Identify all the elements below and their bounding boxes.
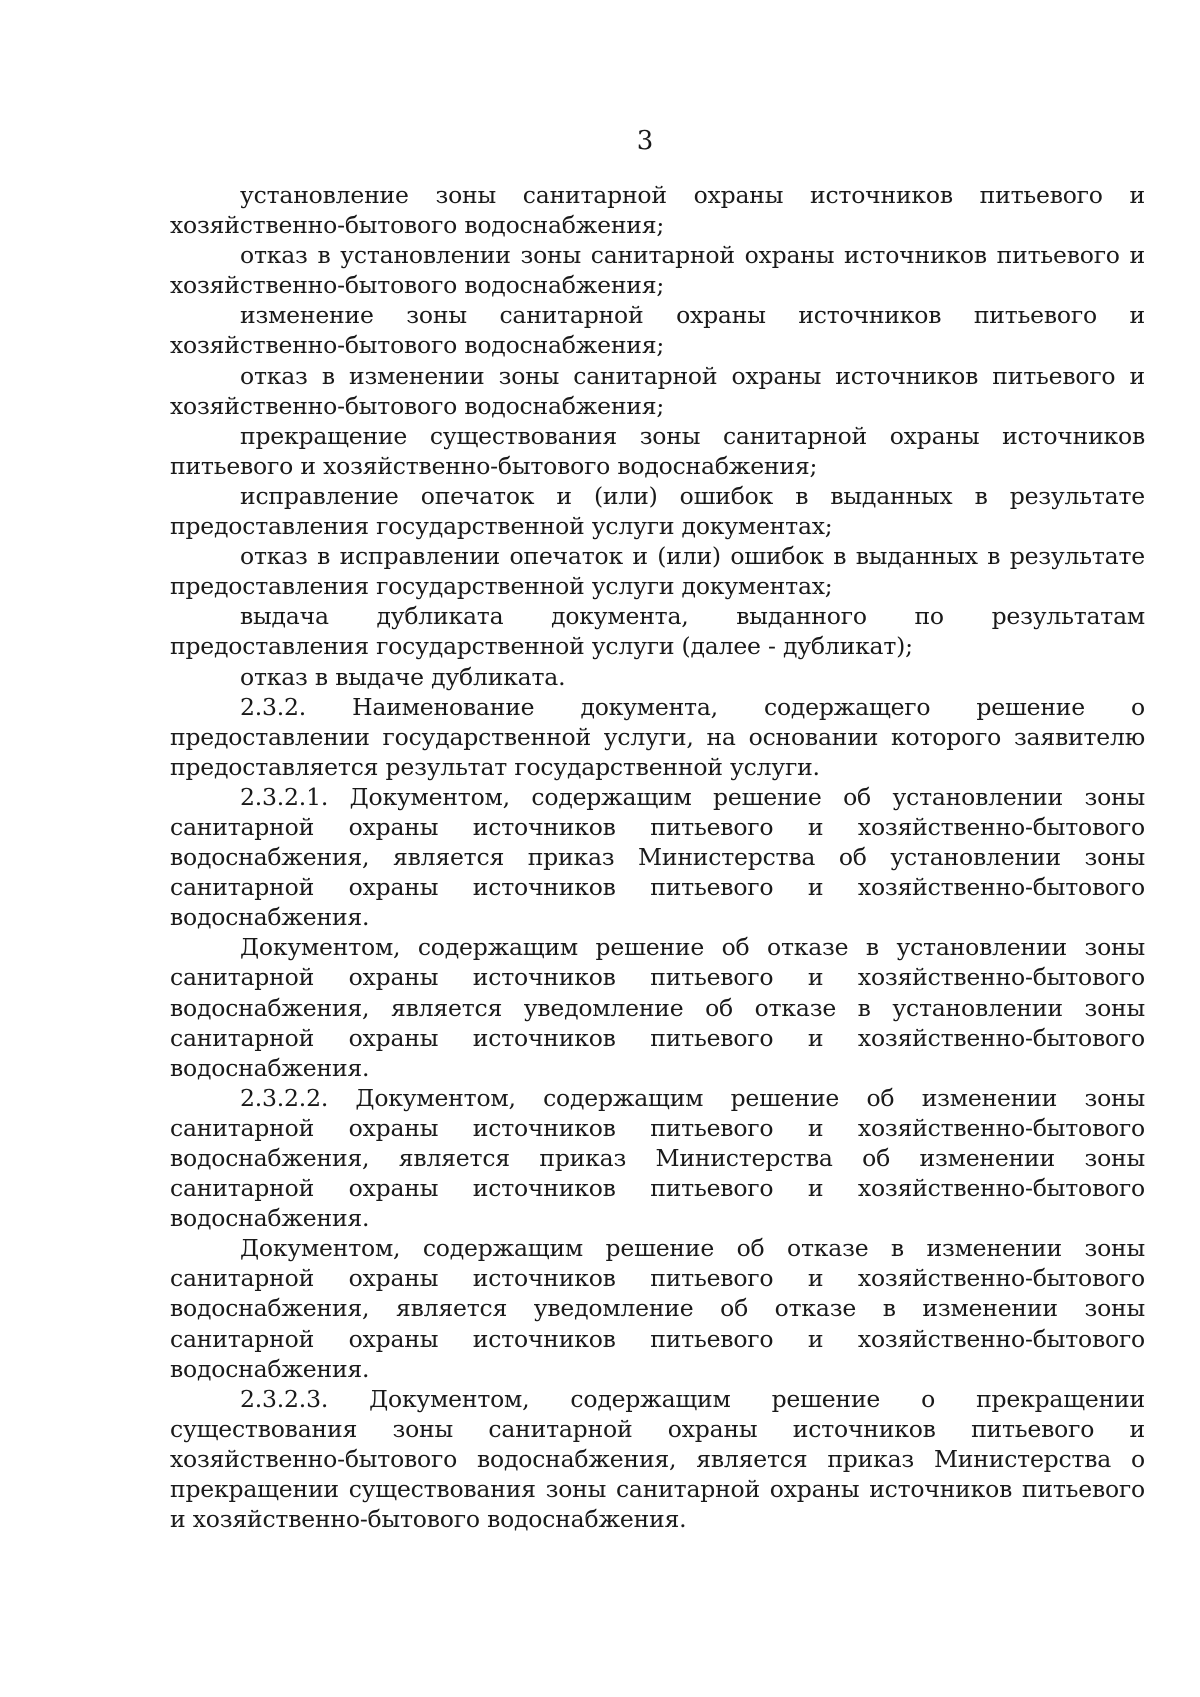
list-item-refuse-duplicate: отказ в выдаче дубликата. bbox=[240, 662, 566, 691]
list-item-refuse-establish-zone: отказ в установлении зоны санитарной охраны источников питьевого и хозяйственно-бытового водоснабжения; bbox=[170, 241, 1145, 300]
document-body bbox=[170, 180, 1145, 1534]
section-2-3-2-2-refusal: Документом, содержащим решение об отказе в изменении зоны санитарной охраны источников питьевого и хозяйственно-бытового водоснабжения, является уведомление об отказе в изменении зоны санитарной охраны источников питьевого и хозяйственно-бытового водоснабжения. bbox=[170, 1234, 1145, 1383]
list-item-issue-duplicate: выдача дубликата документа, выданного по результатам предоставления государственной услуги (далее - дубликат); bbox=[170, 602, 1145, 661]
list-item-change-zone: изменение зоны санитарной охраны источников питьевого и хозяйственно-бытового водоснабжения; bbox=[170, 301, 1145, 360]
list-item-establish-zone: установление зоны санитарной охраны источников питьевого и хозяйственно-бытового водоснабжения; bbox=[170, 181, 1145, 240]
section-2-3-2-1: 2.3.2.1. Документом, содержащим решение об установлении зоны санитарной охраны источников питьевого и хозяйственно-бытового водоснабжения, является приказ Министерства об установлении зоны санитарной охраны источников питьевого и хозяйственно-бытового водоснабжения. bbox=[170, 782, 1145, 932]
list-item-refuse-correct-errors: отказ в исправлении опечаток и (или) ошибок в выданных в результате предоставления государственной услуги документах; bbox=[170, 542, 1145, 601]
section-2-3-2-3: 2.3.2.3. Документом, содержащим решение о прекращении существования зоны санитарной охраны источников питьевого и хозяйственно-бытового водоснабжения, является приказ Министерства о прекращении существования зоны санитарной охраны источников питьевого и хозяйственно-бытового водоснабжения. bbox=[170, 1384, 1145, 1534]
section-2-3-2: 2.3.2. Наименование документа, содержащего решение о предоставлении государственной услуги, на основании которого заявителю предоставляется результат государственной услуги. bbox=[170, 692, 1145, 781]
page-number: 3 bbox=[636, 126, 654, 156]
list-item-correct-errors: исправление опечаток и (или) ошибок в выданных в результате предоставления государственной услуги документах; bbox=[170, 481, 1145, 541]
section-2-3-2-1-refusal: Документом, содержащим решение об отказе в установлении зоны санитарной охраны источников питьевого и хозяйственно-бытового водоснабжения, является уведомление об отказе в установлении зоны санитарной охраны источников питьевого и хозяйственно-бытового водоснабжения. bbox=[170, 933, 1145, 1082]
list-item-terminate-zone: прекращение существования зоны санитарной охраны источников питьевого и хозяйственно-бытового водоснабжения; bbox=[170, 421, 1145, 480]
list-item-refuse-change-zone: отказ в изменении зоны санитарной охраны источников питьевого и хозяйственно-бытового водоснабжения; bbox=[170, 361, 1145, 420]
section-2-3-2-2: 2.3.2.2. Документом, содержащим решение об изменении зоны санитарной охраны источников питьевого и хозяйственно-бытового водоснабжения, является приказ Министерства об изменении зоны санитарной охраны источников питьевого и хозяйственно-бытового водоснабжения. bbox=[170, 1083, 1145, 1233]
